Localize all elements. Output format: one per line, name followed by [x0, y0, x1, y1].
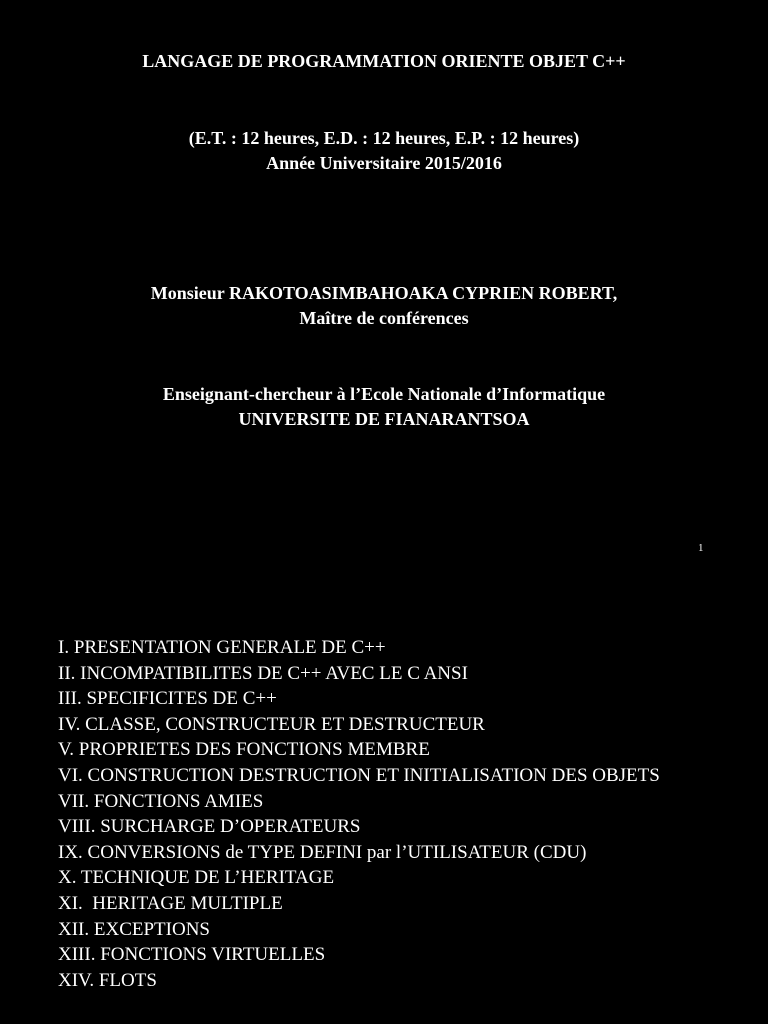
lecturer-affiliation: Enseignant-chercheur à l’Ecole Nationale d’Informatique	[162, 384, 606, 404]
table-of-contents	[58, 635, 660, 993]
university-name: UNIVERSITE DE FIANARANTSOA	[238, 409, 530, 429]
toc-item: XI. HERITAGE MULTIPLE	[58, 892, 283, 914]
toc-item: X. TECHNIQUE DE L’HERITAGE	[58, 867, 335, 889]
toc-item: XIV. FLOTS	[58, 969, 157, 991]
course-hours: (E.T. : 12 heures, E.D. : 12 heures, E.P. : 12 heures)	[188, 128, 580, 148]
toc-item: XII. EXCEPTIONS	[58, 918, 210, 940]
toc-item: XIII. FONCTIONS VIRTUELLES	[58, 944, 326, 966]
toc-item: IV. CLASSE, CONSTRUCTEUR ET DESTRUCTEUR	[58, 713, 485, 735]
toc-item: VII. FONCTIONS AMIES	[58, 790, 264, 812]
outline-slide	[0, 575, 768, 1024]
toc-item: VI. CONSTRUCTION DESTRUCTION ET INITIALISATION DES OBJETS	[58, 764, 660, 786]
page-number: 1	[698, 542, 704, 554]
toc-item: III. SPECIFICITES DE C++	[58, 688, 277, 710]
lecturer-rank: Maître de conférences	[299, 308, 469, 328]
toc-item: VIII. SURCHARGE D’OPERATEURS	[58, 816, 361, 838]
academic-year: Année Universitaire 2015/2016	[266, 153, 502, 173]
toc-item: IX. CONVERSIONS de TYPE DEFINI par l’UTILISATEUR (CDU)	[58, 841, 587, 863]
toc-item: V. PROPRIETES DES FONCTIONS MEMBRE	[58, 739, 430, 761]
course-title: LANGAGE DE PROGRAMMATION ORIENTE OBJET C++	[142, 51, 626, 71]
toc-item: II. INCOMPATIBILITES DE C++ AVEC LE C ANSI	[58, 662, 468, 684]
lecturer-name: Monsieur RAKOTOASIMBAHOAKA CYPRIEN ROBERT,	[150, 283, 618, 303]
toc-item: I. PRESENTATION GENERALE DE C++	[58, 637, 386, 658]
